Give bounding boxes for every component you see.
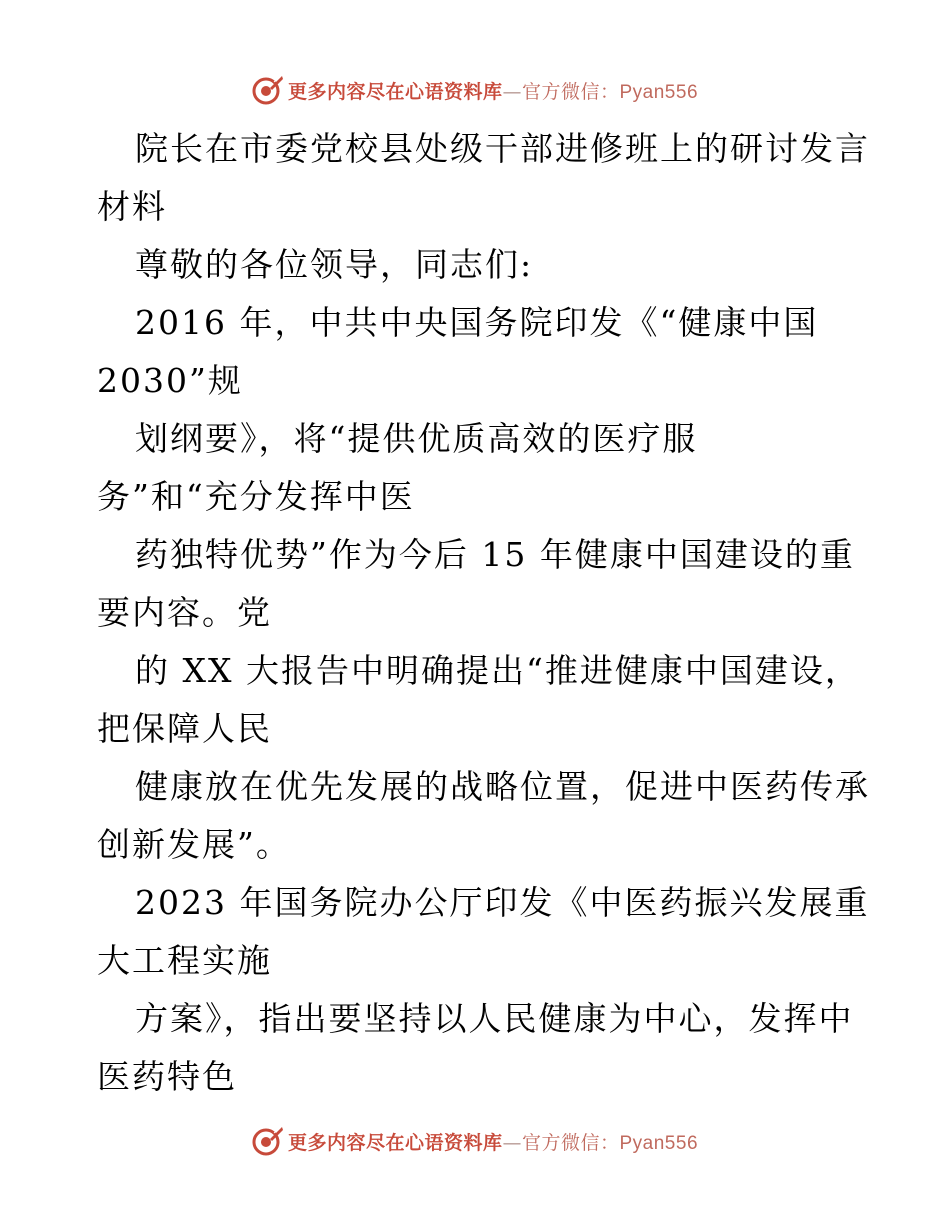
banner-main-text: 更多内容尽在心语资料库	[287, 1131, 503, 1154]
text-line: 材料	[97, 187, 167, 226]
banner-wechat-id: Pyan556	[619, 1132, 699, 1154]
text-line: 院长在市委党校县处级干部进修班上的研讨发言	[135, 129, 870, 168]
text-line: 务”和“充分发挥中医	[97, 477, 415, 516]
document-body	[97, 120, 877, 1106]
banner-wechat-label: 官方微信：	[521, 80, 620, 103]
text-line: 2023 年国务院办公厅印发《中医药振兴发展重	[135, 883, 870, 922]
text-line: 方案》，指出要坚持以人民健康为中心，发挥中	[135, 999, 854, 1038]
banner-main-text: 更多内容尽在心语资料库	[287, 80, 503, 103]
text-line: 创新发展”。	[97, 825, 291, 864]
banner-dash: —	[502, 1131, 522, 1154]
banner-dash: —	[502, 80, 522, 103]
text-line: 2030”规	[97, 361, 243, 400]
pen-logo-icon	[252, 1125, 284, 1157]
text-line: 尊敬的各位领导，同志们:	[135, 245, 534, 284]
text-line: 药独特优势”作为今后 15 年健康中国建设的重	[135, 535, 855, 574]
footer-banner	[0, 1121, 950, 1161]
text-line: 健康放在优先发展的战略位置，促进中医药传承	[135, 767, 870, 806]
banner-wechat-id: Pyan556	[619, 81, 699, 103]
text-line: 大工程实施	[97, 941, 272, 980]
text-line: 的 XX 大报告中明确提出“推进健康中国建设，	[135, 651, 860, 690]
text-line: 把保障人民	[97, 709, 272, 748]
text-line: 2016 年，中共中央国务院印发《“健康中国	[135, 303, 819, 342]
pen-logo-icon	[252, 74, 284, 106]
text-line: 医药特色	[97, 1057, 237, 1096]
header-banner	[0, 70, 950, 110]
banner-wechat-label: 官方微信：	[521, 1131, 620, 1154]
text-line: 划纲要》，将“提供优质高效的医疗服	[135, 419, 698, 458]
text-line: 要内容。党	[97, 593, 272, 632]
